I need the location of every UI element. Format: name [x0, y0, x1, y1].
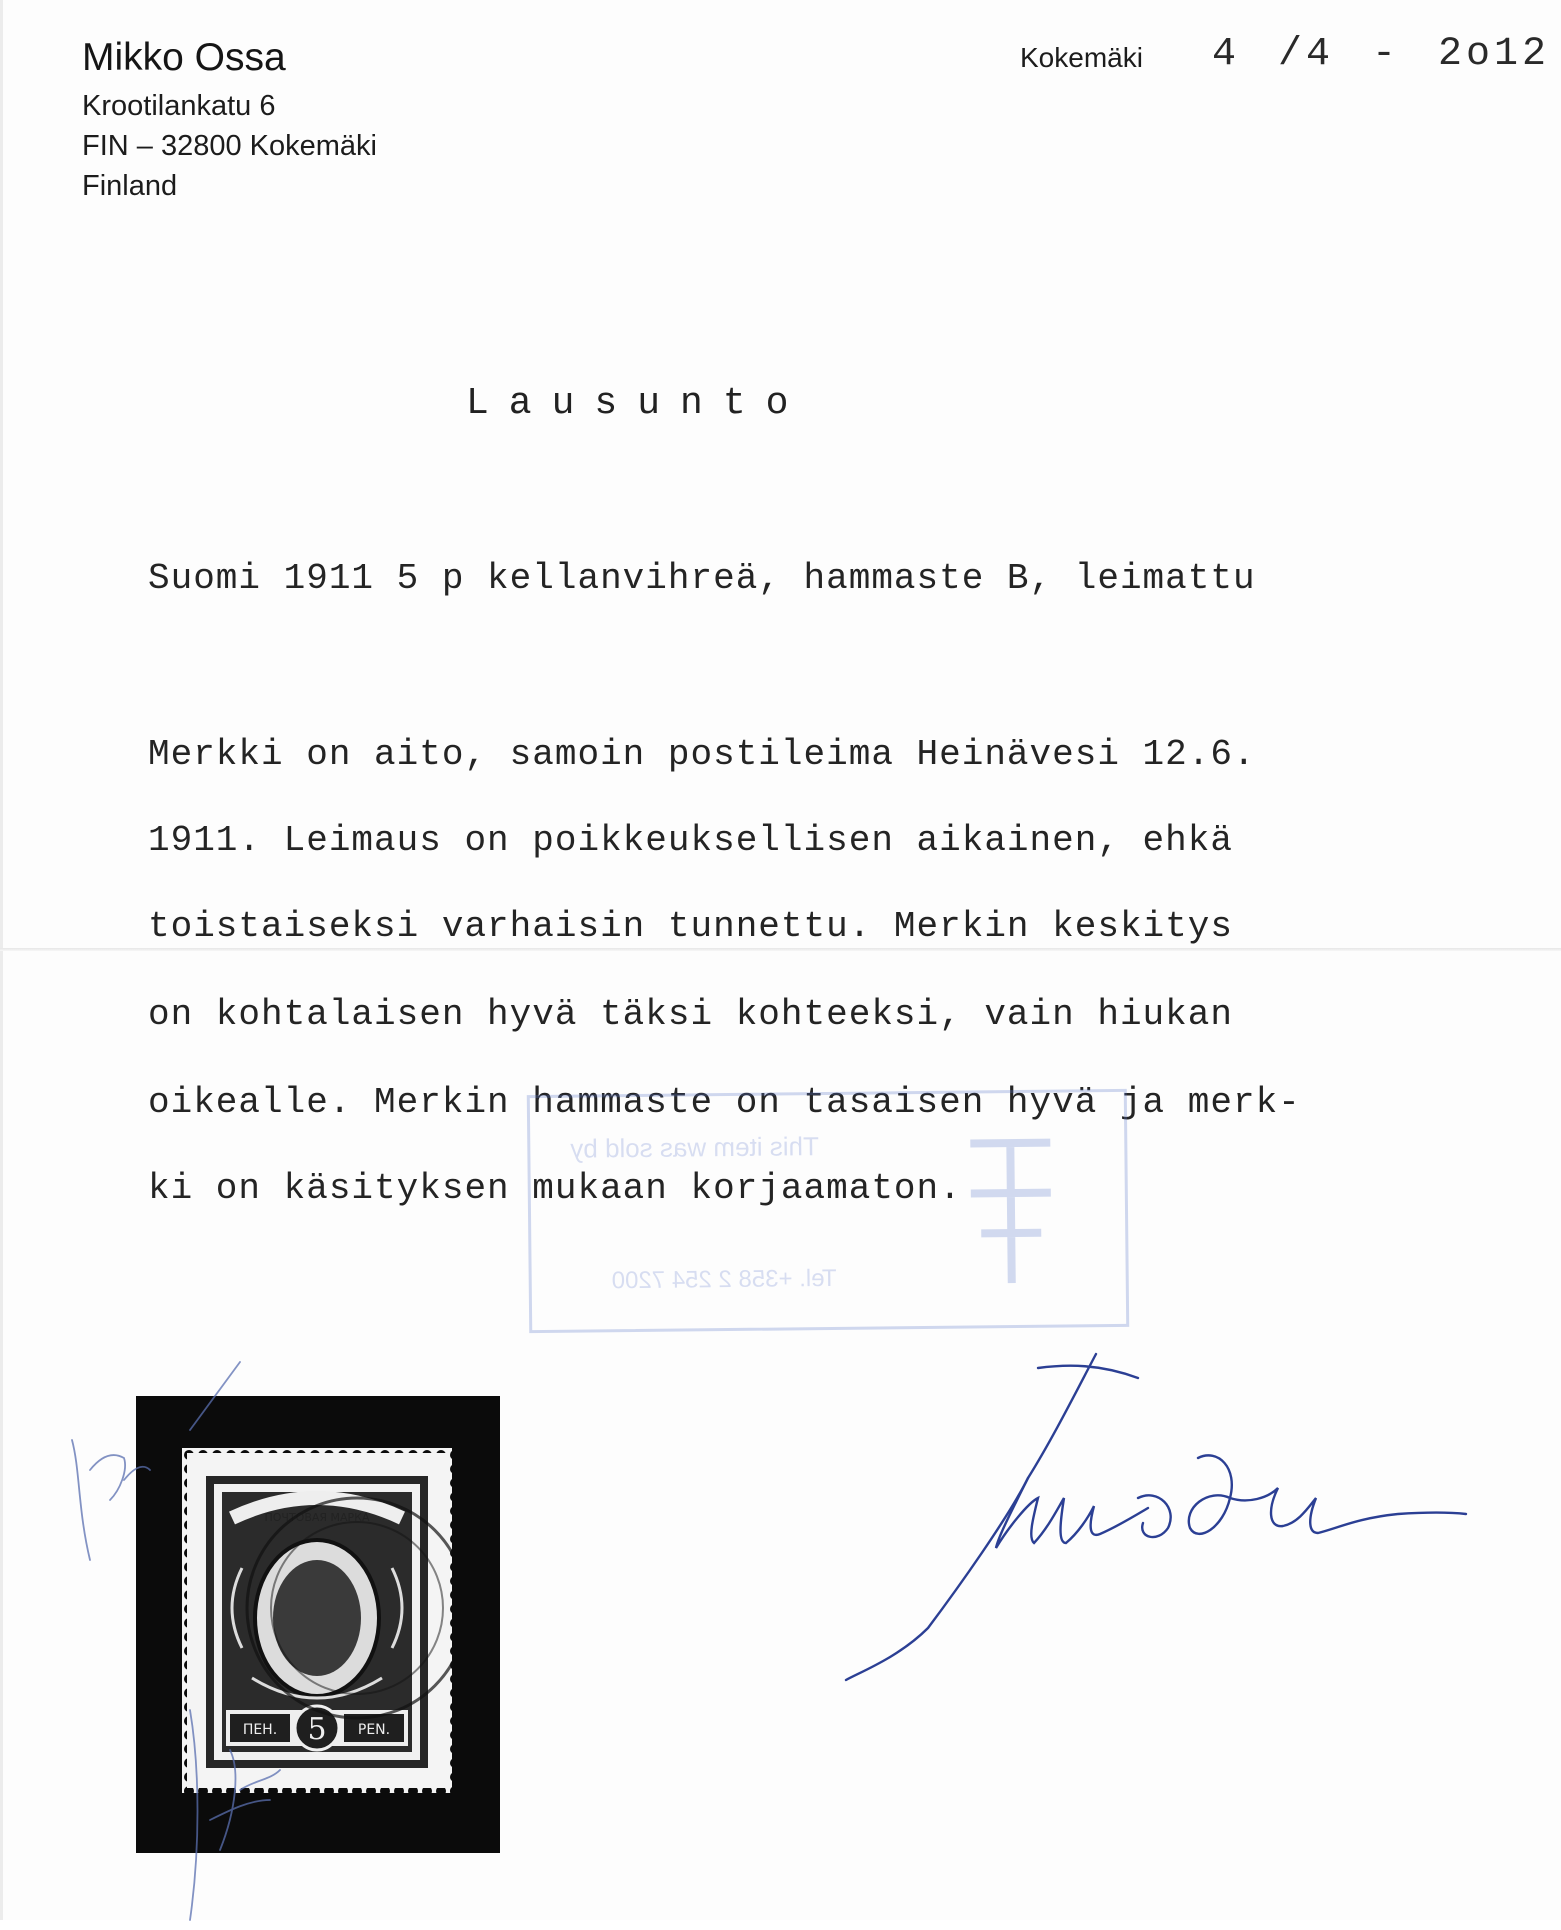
- dealer-stamp-line1: This item was sold by: [570, 1131, 820, 1164]
- opinion-line-2: 1911. Leimaus on poikkeuksellisen aikainen, ehkä: [148, 820, 1233, 861]
- opinion-line-4: on kohtalaisen hyvä täksi kohteeksi, vain hiukan: [148, 994, 1233, 1035]
- stamp-left-text: ПЕН.: [242, 1722, 278, 1738]
- pencil-mark-icon: [40, 1350, 300, 1930]
- opinion-line-3: toistaiseksi varhaisin tunnettu. Merkin keskitys: [148, 906, 1233, 947]
- sender-street: Krootilankatu 6: [82, 90, 276, 122]
- signature-icon: [838, 1328, 1478, 1698]
- opinion-line-6: ki on käsityksen mukaan korjaamaton.: [148, 1168, 962, 1209]
- sender-postal: FIN – 32800 Kokemäki: [82, 130, 377, 162]
- letter-date: 4 /4 - 2o12: [1212, 32, 1551, 77]
- sender-address: [82, 30, 377, 206]
- paper-edge: [0, 0, 3, 1920]
- paper-fold: [0, 948, 1561, 951]
- dealer-stamp-line2: Tel. +358 2 254 7200: [611, 1264, 837, 1295]
- sender-country: Finland: [82, 170, 178, 202]
- stamp-top-text: ПОЧТОВАЯ МАРКА: [264, 1511, 370, 1524]
- stamp-description: Suomi 1911 5 p kellanvihreä, hammaste B, leimattu: [148, 558, 1256, 599]
- eagle-emblem-icon: [950, 1122, 1072, 1293]
- stamp-value: 5: [307, 1712, 327, 1747]
- document-title: Lausunto: [466, 382, 809, 425]
- sender-name: Mikko Ossa: [82, 36, 286, 79]
- stamp-right-text: PEN.: [357, 1722, 391, 1738]
- letter-place: Kokemäki: [1020, 42, 1143, 73]
- opinion-line-5: oikealle. Merkin hammaste on tasaisen hyvä ja merk-: [148, 1082, 1301, 1123]
- opinion-line-1: Merkki on aito, samoin postileima Heinävesi 12.6.: [148, 734, 1256, 775]
- dealer-stamp: [527, 1089, 1129, 1333]
